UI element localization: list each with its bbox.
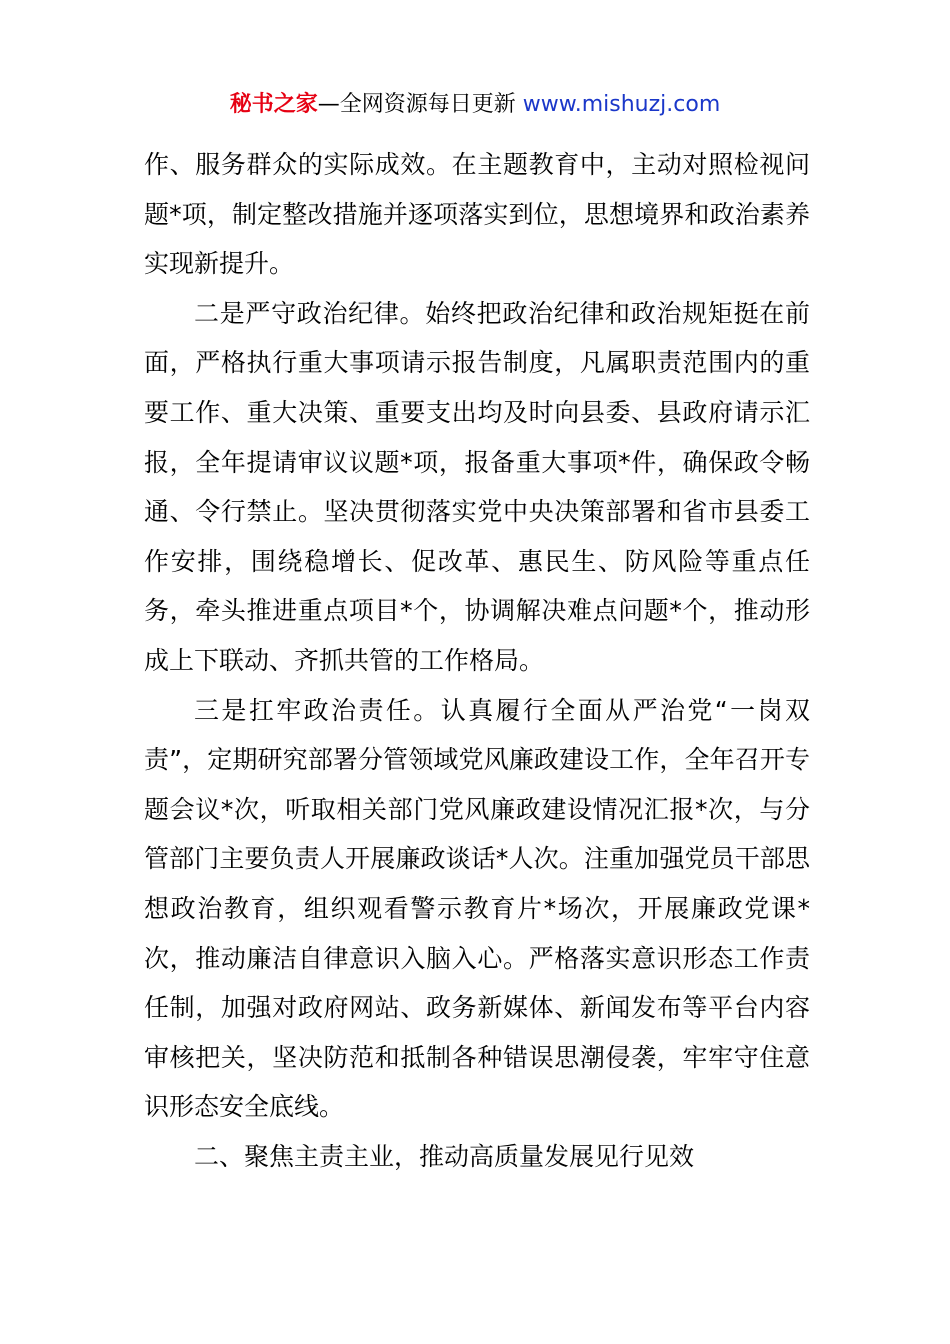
site-tagline: —全网资源每日更新 (317, 92, 523, 117)
paragraph-continuation: 作、服务群众的实际成效。在主题教育中，主动对照检视问题*项，制定整改措施并逐项落实到位，思想境界和政治素养实现新提升。 (144, 150, 810, 279)
section-heading: 二、聚焦主责主业，推动高质量发展见行见效 (194, 1141, 695, 1171)
site-url-link[interactable]: www.mishuzj.com (522, 92, 721, 117)
site-header (0, 88, 950, 122)
document-body (144, 140, 810, 1181)
paragraph-political-responsibility: 三是扛牢政治责任。认真履行全面从严治党“一岗双责”，定期研究部署分管领域党风廉政建设工作，全年召开专题会议*次，听取相关部门党风廉政建设情况汇报*次，与分管部门主要负责人开展廉政谈话*人次。注重加强党员干部思想政治教育，组织观看警示教育片*场次，开展廉政党课*次，推动廉洁自律意识入脑入心。严格落实意识形态工作责任制，加强对政府网站、政务新媒体、新闻发布等平台内容审核把关，坚决防范和抵制各种错误思潮侵袭，牢牢守住意识形态安全底线。 (144, 695, 810, 1122)
paragraph-political-discipline: 二是严守政治纪律。始终把政治纪律和政治规矩挺在前面，严格执行重大事项请示报告制度，凡属职责范围内的重要工作、重大决策、重要支出均及时向县委、县政府请示汇报，全年提请审议议题*项，报备重大事项*件，确保政令畅通、令行禁止。坚决贯彻落实党中央决策部署和省市县委工作安排，围绕稳增长、促改革、惠民生、防风险等重点任务，牵头推进重点项目*个，协调解决难点问题*个，推动形成上下联动、齐抓共管的工作格局。 (144, 298, 810, 675)
site-brand: 秘书之家 (229, 92, 318, 117)
